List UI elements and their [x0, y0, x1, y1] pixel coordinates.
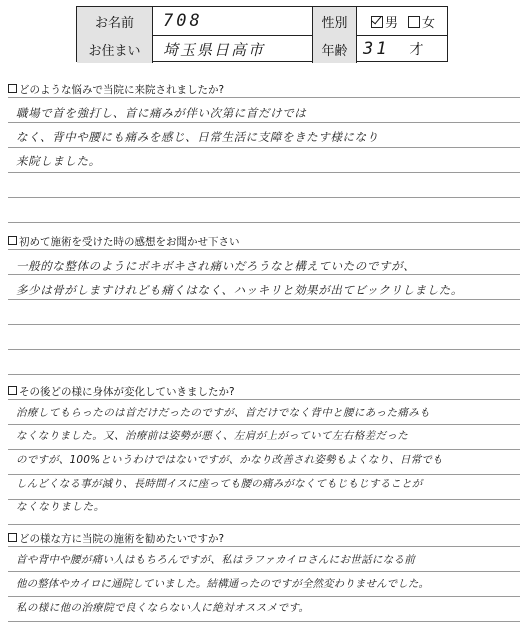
section-first-impression [8, 234, 520, 374]
question-recommend: どの様な方に当院の施術を勧めたいですか? [8, 531, 224, 546]
divider [8, 524, 520, 525]
answer-line: 治療してもらったのは首だけだったのですが、首だけでなく背中と腰にあった痛みも [16, 407, 431, 419]
section-recommend [8, 531, 520, 623]
female-checkbox-icon [408, 16, 420, 28]
male-checkbox-icon [371, 16, 383, 28]
divider [8, 399, 520, 400]
gender-male-label: 男 [384, 15, 398, 31]
divider [8, 474, 520, 475]
divider [8, 197, 520, 198]
divider [8, 97, 520, 98]
address-handwriting: 埼玉県日高市 [163, 40, 266, 59]
profile-table [76, 6, 448, 62]
answer-line: 他の整体やカイロに通院していました。結構通ったのですが全然変わりませんでした。 [16, 578, 430, 590]
gender-female-option [408, 12, 435, 31]
answer-line: なく、背中や腰にも痛みを感じ、日常生活に支障をきたす様になり [16, 130, 379, 144]
answer-line: 私の様に他の治療院で良くならない人に絶対オススメです。 [16, 602, 310, 614]
divider [8, 374, 520, 375]
section-reason [8, 82, 520, 222]
divider [8, 172, 520, 173]
age-value-cell [357, 35, 449, 63]
profile-row-address [77, 35, 447, 63]
gender-options [357, 7, 449, 35]
age-label: 年齢 [313, 35, 357, 63]
age-value: 31 [363, 39, 390, 59]
gender-female-label: 女 [422, 15, 436, 31]
divider [8, 222, 520, 223]
address-value [153, 35, 313, 63]
divider [8, 147, 520, 148]
answer-line: 首や背中や腰が痛い人はもちろんですが、私はラファカイロさんにお世話になる前 [16, 554, 416, 566]
gender-male-option [371, 12, 398, 31]
answer-line: しんどくなる事が減り、長時間イスに座っても腰の痛みがなくてもじもじすることが [16, 478, 423, 490]
name-value [153, 7, 313, 35]
answer-line: 職場で首を強打し、首に痛みが伴い次第に首だけでは [16, 106, 307, 120]
divider [8, 596, 520, 597]
name-handwriting: 708 [163, 11, 203, 31]
question-changes: その後どの様に身体が変化していきましたか? [8, 384, 235, 399]
divider [8, 299, 520, 300]
answer-line: 来院しました。 [16, 154, 101, 168]
gender-label: 性別 [313, 7, 357, 35]
divider [8, 571, 520, 572]
question-reason: どのような悩みで当院に来院されましたか? [8, 82, 224, 97]
question-first-impression: 初めて施術を受けた時の感想をお聞かせ下さい [8, 234, 240, 249]
answer-line: のですが、100%というわけではないですが、かなり改善され姿勢もよくなり、日常でも [16, 454, 443, 466]
divider [8, 122, 520, 123]
address-label: お住まい [77, 35, 153, 63]
answer-line: なくなりました。又、治療前は姿勢が悪く、左肩が上がっていて左右格差だった [16, 430, 409, 442]
answer-line: 一般的な整体のようにボキボキされ痛いだろうなと構えていたのですが、 [16, 259, 416, 273]
name-label: お名前 [77, 7, 153, 35]
divider [8, 249, 520, 250]
divider [8, 546, 520, 547]
age-unit: 才 [409, 42, 424, 58]
divider [8, 349, 520, 350]
profile-row-name [77, 7, 447, 36]
divider [8, 449, 520, 450]
answer-line: なくなりました。 [16, 501, 105, 513]
section-changes [8, 384, 520, 524]
answer-line: 多少は骨がしますけれども痛くはなく、ハッキリと効果が出てビックリしました。 [16, 283, 464, 297]
divider [8, 621, 520, 622]
divider [8, 324, 520, 325]
divider [8, 424, 520, 425]
divider [8, 274, 520, 275]
